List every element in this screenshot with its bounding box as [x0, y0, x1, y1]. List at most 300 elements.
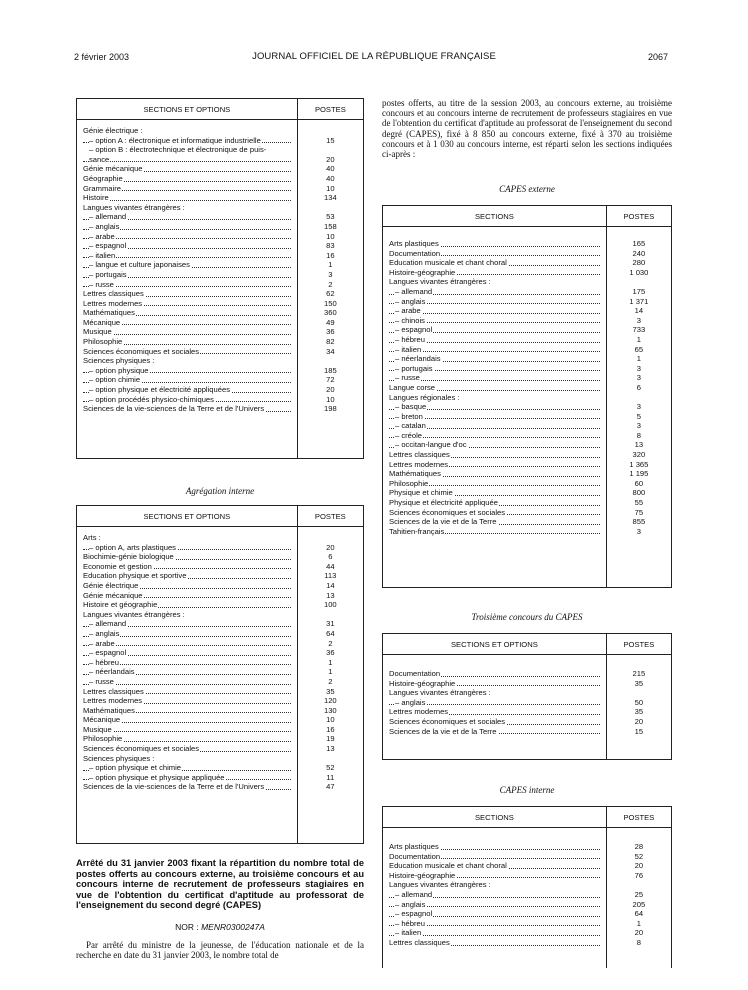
row-label-text: Sciences de la vie-sciences de la Terre et de l'Univers: [83, 404, 265, 414]
table-row-value: 35: [634, 678, 644, 688]
row-label-text: Sciences économiques et sociales: [389, 716, 506, 726]
column-header-sections: SECTIONS ET OPTIONS: [77, 506, 298, 527]
caption-capes-externe: CAPES externe: [499, 184, 555, 194]
table-row-label: [389, 890, 602, 900]
row-label-text: Sciences physiques :: [83, 753, 155, 763]
row-label-text: Sciences physiques :: [83, 356, 155, 366]
table-row-value: 19: [326, 734, 335, 744]
row-label-text: – option physique et électricité appliquées: [89, 385, 230, 395]
table-row-value: 20: [634, 716, 644, 726]
table-row-label: [83, 639, 293, 649]
row-label-text: – allemand: [395, 286, 433, 296]
table-row-value: 13: [634, 440, 644, 450]
table-row-value: 49: [326, 317, 335, 327]
row-label-text: – occitan-langue d'oc: [395, 440, 467, 450]
table-row-label: [83, 610, 293, 620]
row-label-text: – langue et culture japonaises: [89, 260, 190, 270]
row-label-text: Lettres modernes: [389, 459, 449, 469]
table-row-value: 20: [326, 385, 335, 395]
table-row-value: 31: [326, 619, 335, 629]
table-row-label: [389, 345, 602, 355]
row-label-text: – anglais: [89, 221, 120, 231]
table-row-value: 11: [326, 772, 335, 782]
table-row-value: 62: [326, 289, 335, 299]
table-row-label: [389, 861, 602, 871]
row-label-text: Sciences économiques et sociales: [83, 744, 200, 754]
table-row-value: 240: [632, 248, 646, 258]
table-row-value: 20: [326, 542, 335, 552]
table-row-value: 20: [634, 861, 644, 871]
row-label-text: Mécanique: [83, 317, 121, 327]
table-row-label: [83, 734, 293, 744]
row-label-text: Sciences économiques et sociales: [389, 507, 506, 517]
table-row-label: [83, 533, 293, 543]
table-row-label: [83, 667, 293, 677]
table-row-value: 8: [636, 937, 641, 947]
table-row-label: [83, 251, 293, 261]
table-row-label: [389, 909, 602, 919]
table-row-label: [83, 270, 293, 280]
table-row-value: 733: [632, 325, 646, 335]
row-label-text: Langue corse: [389, 382, 436, 392]
table-row-value: 5: [636, 411, 641, 421]
row-label-text: – créole: [395, 430, 423, 440]
table-row-value: 55: [634, 498, 644, 508]
table-row-label: [389, 919, 602, 929]
table-capes-interne: [382, 806, 672, 968]
table-labels: [383, 655, 606, 740]
table-row-label: [83, 222, 293, 232]
row-label-text: – arabe: [89, 231, 115, 241]
row-label-text: Documentation: [389, 669, 441, 678]
table-row-label: [83, 193, 293, 203]
row-label-text: – breton: [395, 411, 423, 421]
table-row-label: [389, 412, 602, 422]
column-header-postes: POSTES: [606, 807, 671, 828]
table-row-value: 100: [323, 600, 337, 610]
table-row-value: [298, 533, 363, 543]
table-row-value: 14: [634, 306, 644, 316]
table-row-value: 198: [324, 404, 337, 414]
row-label-text: Education musicale et chant choral: [389, 258, 507, 268]
row-label-text: – option B : électrotechnique et électronique de puis-: [89, 145, 267, 155]
table-row-value: [607, 277, 671, 287]
table-labels: [383, 828, 606, 952]
table-row-label: [83, 562, 293, 572]
intro-paragraph: postes offerts, au titre de la session 2003, au concours externe, au troisième concours et au concours interne de recrutement de professeurs stagiaires en vue de l'obtention du certificat d'aptitude au professorat de l'enseignement du second degré (CAPES), fixé à 8 850 au concours externe, fixé à 370 au troisième concours et à 1 030 au concours interne, est réparti selon les sections indiquées ci-après :: [382, 98, 672, 160]
row-label-text: Lettres classiques: [83, 686, 144, 696]
table-row-label: [83, 782, 293, 792]
table-row-label: [389, 431, 602, 441]
row-label-text: – espagnol: [89, 241, 127, 251]
row-label-text: Génie électrique :: [83, 126, 143, 135]
table-row-label: [83, 395, 293, 405]
row-label-text: – néerlandais: [89, 667, 135, 677]
row-label-text: Grammaire: [83, 183, 121, 193]
row-label-text: Physique et électricité appliquée: [389, 498, 498, 508]
table-row-label: [83, 385, 293, 395]
table-row-value: 165: [632, 239, 646, 248]
table-row-value: 215: [632, 669, 646, 678]
table-row-value: [607, 688, 671, 698]
row-label-text: Sciences de la vie-sciences de la Terre et de l'Univers: [83, 782, 265, 792]
row-label-text: Génie mécanique: [83, 164, 143, 174]
table-row-label: [389, 354, 602, 364]
table-values: [298, 120, 363, 418]
table-row-label: [389, 383, 602, 393]
caption-agregation-interne: Agrégation interne: [185, 486, 255, 496]
table-row-value: [298, 610, 363, 620]
table-row-label: [389, 717, 602, 727]
row-label-text: – anglais: [395, 697, 426, 707]
row-label-text: – option physique et chimie: [89, 763, 182, 773]
row-label-text: – portugais: [89, 269, 127, 279]
row-label-text: Documentation: [389, 851, 441, 861]
column-header-sections: SECTIONS ET OPTIONS: [383, 634, 607, 655]
row-label-text: Histoire-géographie: [389, 267, 456, 277]
table-row-value: [298, 145, 363, 155]
table-row-value: 52: [326, 763, 335, 773]
table-row-value: 205: [632, 899, 646, 909]
row-label-text: Arts plastiques: [389, 239, 439, 248]
table-row-label: [83, 203, 293, 213]
table-row-value: 35: [326, 686, 335, 696]
table-row-value: [298, 356, 363, 366]
table-row-label: [389, 393, 602, 403]
row-label-text: – option physique et physique appliquée: [89, 772, 225, 782]
table-row-value: 6: [636, 382, 641, 392]
table-row-value: 65: [634, 344, 644, 354]
nor-reference: [76, 922, 364, 932]
table-row-label: [389, 450, 602, 460]
column-header-sections: SECTIONS ET OPTIONS: [77, 99, 298, 120]
table-row-value: 1 195: [629, 469, 649, 479]
row-label-text: Langues vivantes étrangères :: [83, 202, 185, 212]
table-row-value: 15: [634, 726, 644, 736]
table-row-label: [83, 600, 293, 610]
table-row-value: 8: [636, 430, 641, 440]
table-row-value: 64: [326, 628, 335, 638]
table-row-label: [389, 727, 602, 737]
header-date: 2 février 2003: [74, 52, 130, 62]
table-row-value: [607, 880, 671, 890]
row-label-text: – option physique: [89, 365, 149, 375]
table-row-label: [83, 174, 293, 184]
row-label-text: Sciences de la vie et de la Terre: [389, 517, 497, 527]
table-row-label: [389, 249, 602, 259]
row-label-text: Histoire-géographie: [389, 678, 456, 688]
table-row-value: 120: [323, 696, 337, 706]
table-row-label: [83, 687, 293, 697]
table-row-value: 134: [324, 193, 337, 203]
table-row-label: [389, 842, 602, 852]
table-row-value: 3: [328, 269, 333, 279]
table-row-label: [83, 366, 293, 376]
row-label-text: Physique et chimie: [389, 488, 453, 498]
table-row-label: [83, 299, 293, 309]
table-row-value: 76: [634, 870, 644, 880]
table-row-label: [389, 268, 602, 278]
column-header-sections: SECTIONS: [383, 807, 607, 828]
row-label-text: Documentation: [389, 248, 441, 258]
row-label-text: – option chimie: [89, 375, 141, 385]
table-row-label: [389, 469, 602, 479]
table-row-label: [83, 280, 293, 290]
row-label-text: Histoire-géographie: [389, 870, 456, 880]
row-label-text: Histoire et géographie: [83, 600, 158, 610]
table-row-label: [83, 591, 293, 601]
row-label-text: – italien: [395, 928, 422, 938]
table-row-value: 3: [636, 402, 641, 412]
table-agregation-interne: [76, 505, 364, 844]
row-label-text: Mécanique: [83, 715, 121, 725]
column-header-postes: POSTES: [297, 506, 363, 527]
table-row-value: 855: [632, 517, 646, 527]
row-label-text: sance: [89, 154, 110, 164]
table-row-label: [83, 356, 293, 366]
table-row-label: [389, 306, 602, 316]
table-values: [607, 828, 671, 952]
table-row-label: [389, 460, 602, 470]
table-row-label: [389, 421, 602, 431]
table-row-label: [83, 715, 293, 725]
row-label-text: Sciences de la vie et de la Terre: [389, 726, 497, 736]
row-label-text: – allemand: [89, 212, 127, 222]
table-row-label: [83, 543, 293, 553]
table-row-value: 34: [326, 346, 335, 356]
table-row-label: [83, 629, 293, 639]
table-troisieme-concours: [382, 633, 672, 760]
table-row-value: 20: [634, 928, 644, 938]
row-label-text: Sciences économiques et sociales: [83, 346, 200, 356]
table-row-value: 3: [636, 526, 641, 536]
table-row-label: [83, 241, 293, 251]
table-row-value: 50: [634, 697, 644, 707]
row-label-text: – hébreu: [395, 918, 425, 928]
table-row-label: [389, 287, 602, 297]
table-row-value: 14: [326, 580, 335, 590]
table-row-label: [389, 871, 602, 881]
table-row-value: 130: [323, 705, 337, 715]
table-row-label: [389, 508, 602, 518]
table-row-value: 3: [636, 363, 641, 373]
table-row-label: [389, 900, 602, 910]
table-row-label: [83, 375, 293, 385]
table-row-value: 158: [324, 221, 337, 231]
table-row-label: [83, 619, 293, 629]
table-row-label: [83, 327, 293, 337]
table-row-value: 16: [326, 250, 335, 260]
row-label-text: – italien: [89, 250, 116, 260]
column-header-postes: POSTES: [606, 206, 671, 227]
table-row-value: 16: [326, 724, 335, 734]
table-agregation-externe: [76, 98, 364, 459]
table-row-value: 36: [326, 648, 335, 658]
table-row-value: 320: [632, 450, 646, 460]
row-label-text: Education physique et sportive: [83, 571, 187, 581]
row-label-text: Lettres modernes: [83, 298, 143, 308]
row-label-text: Génie électrique: [83, 580, 139, 590]
table-values: [607, 227, 671, 540]
table-row-value: 1 365: [629, 459, 649, 469]
table-row-label: [83, 744, 293, 754]
table-row-value: 1 030: [629, 267, 649, 277]
row-label-text: Musique: [83, 724, 112, 734]
table-row-label: [389, 402, 602, 412]
table-row-value: 2: [328, 638, 333, 648]
row-label-text: – allemand: [395, 889, 433, 899]
table-row-value: 35: [634, 707, 644, 717]
row-label-text: – russe: [395, 373, 420, 383]
table-row-label: [389, 373, 602, 383]
table-row-label: [83, 308, 293, 318]
table-row-value: 280: [632, 258, 646, 268]
table-capes-externe: [382, 205, 672, 588]
table-row-label: [83, 552, 293, 562]
table-labels: [77, 527, 297, 796]
table-row-label: [389, 527, 602, 537]
table-row-label: [83, 404, 293, 414]
row-label-text: Langues vivantes étrangères :: [389, 880, 491, 890]
table-row-value: 28: [634, 842, 644, 851]
table-row-value: 1: [328, 260, 333, 270]
row-label-text: Mathématiques: [389, 469, 441, 479]
table-row-label: [83, 648, 293, 658]
row-label-text: Géographie: [83, 173, 123, 183]
table-row-label: [389, 938, 602, 948]
table-labels: [77, 120, 297, 418]
table-row-label: [83, 260, 293, 270]
table-row-value: 10: [326, 231, 335, 241]
table-row-label: [389, 880, 602, 890]
row-label-text: – italien: [395, 344, 422, 354]
table-row-value: 1 371: [629, 296, 649, 306]
arrete-title: Arrêté du 31 janvier 2003 fixant la répartition du nombre total de postes offerts au concours externe, au troisième concours et au concours interne de recrutement de professeurs stagiaires en vue de l'obtention du certificat d'aptitude au professorat de l'enseignement du second degré (CAPES): [76, 858, 364, 911]
row-label-text: Langues vivantes étrangères :: [389, 688, 491, 698]
table-row-label: [389, 325, 602, 335]
column-header-sections: SECTIONS: [383, 206, 607, 227]
table-row-value: 3: [636, 421, 641, 431]
table-row-value: 52: [634, 851, 644, 861]
row-label-text: – hébreu: [89, 657, 119, 667]
nor-value: MENR0300247A: [201, 922, 265, 932]
table-row-label: [83, 763, 293, 773]
table-row-label: [389, 364, 602, 374]
table-row-label: [389, 669, 602, 679]
table-row-value: 2: [328, 676, 333, 686]
row-label-text: Langues vivantes étrangères :: [389, 277, 491, 287]
table-row-value: 6: [328, 552, 333, 562]
table-row-label: [83, 754, 293, 764]
row-label-text: Lettres modernes: [83, 696, 143, 706]
table-row-label: [389, 258, 602, 268]
table-row-label: [389, 277, 602, 287]
page-number: 2067: [648, 52, 669, 62]
table-row-value: 83: [326, 241, 335, 251]
table-row-label: [389, 928, 602, 938]
table-row-label: [389, 517, 602, 527]
table-labels: [383, 227, 606, 540]
table-row-label: [389, 698, 602, 708]
table-row-label: [83, 155, 293, 165]
table-row-value: 360: [324, 308, 337, 318]
row-label-text: Lettres classiques: [389, 450, 450, 460]
table-row-label: [389, 316, 602, 326]
row-label-text: Lettres modernes: [389, 707, 449, 717]
table-row-label: [83, 581, 293, 591]
table-row-value: 20: [326, 154, 335, 164]
table-row-value: 64: [634, 909, 644, 919]
table-row-label: [83, 145, 293, 155]
row-label-text: – basque: [395, 402, 427, 412]
table-row-value: 60: [634, 478, 644, 488]
table-row-value: 10: [326, 183, 335, 193]
table-row-value: 13: [326, 744, 335, 754]
table-row-label: [83, 347, 293, 357]
table-row-label: [389, 488, 602, 498]
table-row-value: 82: [326, 337, 335, 347]
row-label-text: – catalan: [395, 421, 426, 431]
table-row-label: [389, 679, 602, 689]
row-label-text: – néerlandais: [395, 354, 441, 364]
row-label-text: Génie mécanique: [83, 590, 143, 600]
row-label-text: Mathématiques: [83, 705, 135, 715]
row-label-text: – anglais: [395, 899, 426, 909]
table-row-value: 1: [328, 667, 333, 677]
row-label-text: – espagnol: [89, 648, 127, 658]
row-label-text: – russe: [89, 676, 114, 686]
table-row-label: [83, 677, 293, 687]
table-values: [607, 655, 671, 740]
journal-title: JOURNAL OFFICIEL DE LA RÉPUBLIQUE FRANÇAISE: [252, 51, 496, 62]
table-row-label: [389, 688, 602, 698]
table-row-value: 2: [328, 279, 333, 289]
row-label-text: Lettres classiques: [83, 289, 144, 299]
table-row-label: [83, 232, 293, 242]
row-label-text: – arabe: [395, 306, 421, 316]
caption-troisieme-concours: Troisième concours du CAPES: [471, 612, 583, 622]
table-row-value: [607, 393, 671, 403]
table-row-label: [83, 696, 293, 706]
table-row-value: 175: [632, 286, 646, 296]
row-label-text: – option A : électronique et informatique industrielle: [89, 135, 261, 145]
nor-label: NOR :: [175, 922, 199, 932]
table-row-value: 44: [326, 561, 335, 571]
row-label-text: Langues régionales :: [389, 392, 460, 402]
table-row-value: 40: [326, 173, 335, 183]
table-row-label: [83, 773, 293, 783]
arrete-paragraph: Par arrêté du ministre de la jeunesse, de l'éducation nationale et de la recherche en date du 31 janvier 2003, le nombre total de: [76, 940, 364, 961]
caption-capes-interne: CAPES interne: [499, 785, 555, 795]
row-label-text: – anglais: [89, 628, 120, 638]
table-row-label: [83, 706, 293, 716]
table-row-value: 3: [636, 315, 641, 325]
column-header-postes: POSTES: [606, 634, 671, 655]
table-row-value: 185: [324, 365, 337, 375]
row-label-text: – portugais: [395, 363, 433, 373]
table-row-label: [389, 707, 602, 717]
table-row-label: [83, 337, 293, 347]
column-header-postes: POSTES: [297, 99, 363, 120]
table-row-value: 1: [636, 354, 641, 364]
row-label-text: Mathématiques: [83, 308, 135, 318]
table-row-label: [83, 289, 293, 299]
row-label-text: – arabe: [89, 638, 115, 648]
table-row-label: [83, 318, 293, 328]
table-values: [298, 527, 363, 796]
table-row-value: 1: [636, 334, 641, 344]
table-row-value: [298, 203, 363, 213]
